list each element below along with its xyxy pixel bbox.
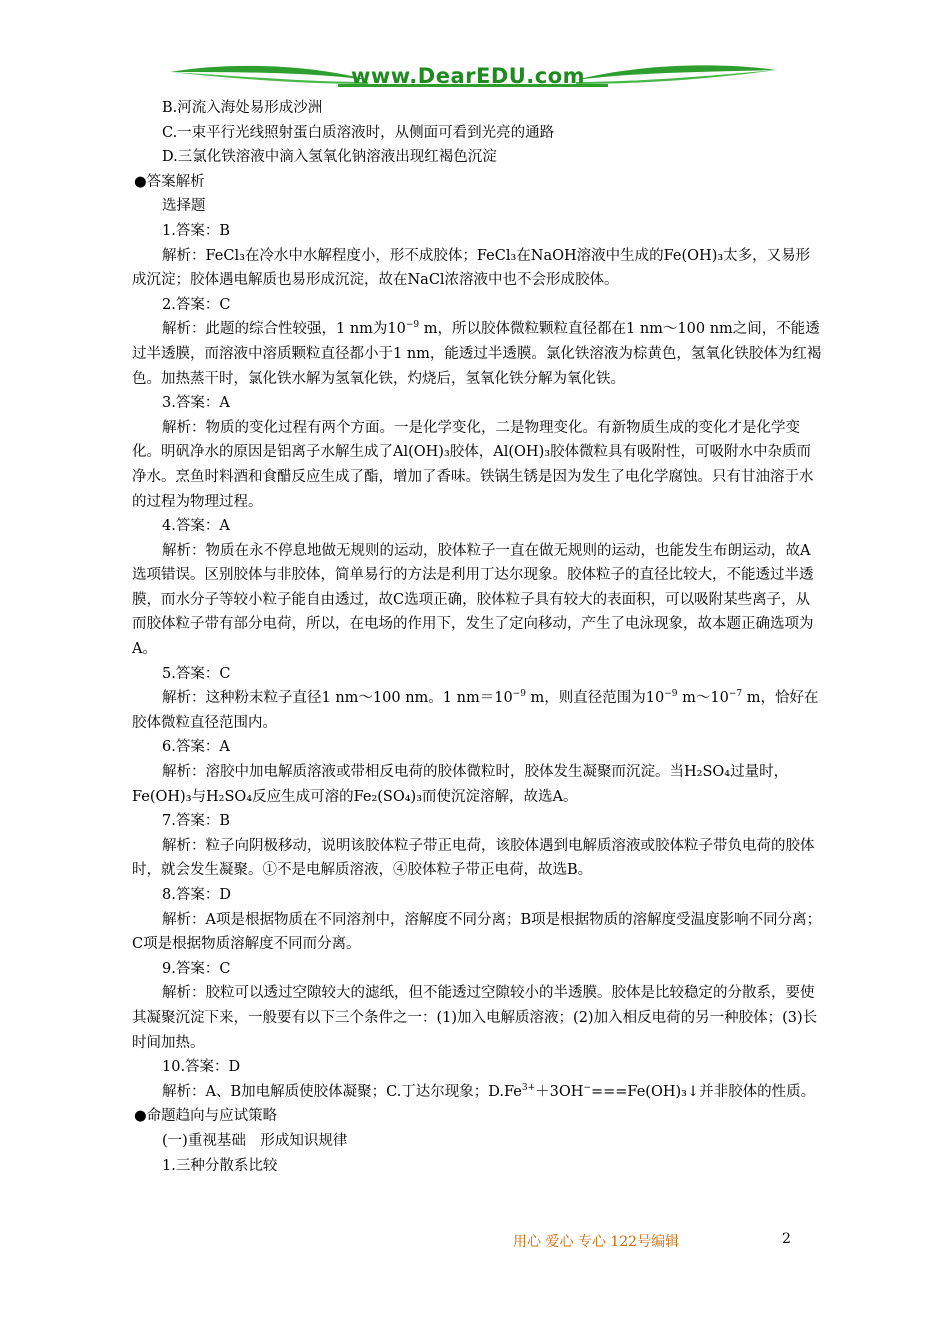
answer-1: 1.答案：B [162, 222, 230, 239]
answer-3: 3.答案：A [162, 395, 230, 412]
answer-2: 2.答案：C [162, 296, 231, 313]
answer-8: 8.答案：D [162, 887, 231, 903]
analysis-3: 解析：物质的变化过程有两个方面。一是化学变化，二是物理变化。有新物质生成的变化才是化学变化。明矾净水的原因是铝离子水解生成了Al(OH)₃胶体，Al(OH)₃胶体微粒具有吸附性，可吸附水中杂质而净水。烹鱼时料酒和食醋反应生成了酯，增加了香味。铁锅生锈是因为发生了电化学腐蚀。只有甘油溶于水的过程为物理过程。 [132, 419, 814, 510]
subheading-choice: 选择题 [162, 198, 206, 215]
option-b: B.河流入海处易形成沙洲 [162, 100, 323, 116]
analysis-10: 解析：A、B加电解质使胶体凝聚；C.丁达尔现象；$D.Fe^{3+}+3OH^-===Fe(OH)_3↓$并非胶体的性质。 [162, 1082, 816, 1100]
analysis-5: 解析：这种粉末粒子直径1 nm～100 nm。1 $nm=10^{-9}$ m，则直径范围为$10^{-9}$ $m\sim 10^{-7}$ m，恰好在胶体微粒直径范围内。 [132, 689, 819, 731]
analysis-9: 解析：胶粒可以透过空隙较大的滤纸，但不能透过空隙较小的半透膜。胶体是比较稳定的分散系，要使其凝聚沉淀下来，一般要有以下三个条件之一：(1)加入电解质溶液；(2)加入相反电荷的另一种胶体；(3)长时间加热。 [132, 985, 818, 1051]
analysis-7: 解析：粒子向阴极移动，说明该胶体粒子带正电荷，该胶体遇到电解质溶液或胶体粒子带负电荷的胶体时，就会发生凝聚。①不是电解质溶液，④胶体粒子带正电荷，故选B。 [132, 837, 815, 879]
analysis-6: 解析：溶胶中加电解质溶液或带相反电荷的胶体微粒时，胶体发生凝聚而沉淀。当H₂SO₄过量时，Fe(OH)₃与H₂SO₄反应生成可溶的Fe₂(SO₄)₃而使沉淀溶解，故选A。 [132, 764, 789, 805]
answer-4: 4.答案：A [162, 518, 230, 535]
subheading-basics: (一)重视基础 形成知识规律 [162, 1132, 348, 1149]
document-body [132, 96, 822, 1178]
footer-note: 用心 爱心 专心 122号编辑 [513, 1234, 680, 1250]
answer-5: 5.答案：C [162, 665, 231, 682]
analysis-4: 解析：物质在永不停息地做无规则的运动，胶体粒子一直在做无规则的运动，也能发生布朗运动，故A选项错误。区别胶体与非胶体，简单易行的方法是利用丁达尔现象。胶体粒子的直径比较大，不能透过半透膜，而水分子等较小粒子能自由透过，故C选项正确，胶体粒子具有较大的表面积，可以吸附某些离子，从而胶体粒子带有部分电荷，所以，在电场的作用下，发生了定向移动，产生了电泳现象，故本题正确选项为A。 [132, 542, 814, 658]
option-c: C.一束平行光线照射蛋白质溶液时，从侧面可看到光亮的通路 [162, 124, 555, 141]
section-heading-strategy: ●命题趋向与应试策略 [134, 1108, 278, 1125]
analysis-8: 解析：A项是根据物质在不同溶剂中，溶解度不同分离；B项是根据物质的溶解度受温度影响不同分离；C项是根据物质溶解度不同而分离。 [132, 911, 822, 953]
answer-9: 9.答案：C [162, 960, 231, 977]
answer-10: 10.答案：D [162, 1059, 241, 1076]
item-three-dispersions: 1.三种分散系比较 [162, 1157, 278, 1174]
analysis-2: 解析：此题的综合性较强，1 nm为$10^{-9}$ m，所以胶体微粒颗粒直径都在1 nm～100 nm之间，不能透过半透膜，而溶液中溶质颗粒直径都小于1 nm，能透过半透膜。氯化铁溶液为棕黄色，氢氧化铁胶体为红褐色。加热蒸干时，氯化铁水解为氢氧化铁，灼烧后，氢氧化铁分解为氧化铁。 [132, 320, 822, 387]
analysis-1: 解析：FeCl₃在冷水中水解程度小，形不成胶体；FeCl₃在NaOH溶液中生成的Fe(OH)₃太多，又易形成沉淀；胶体遇电解质也易形成沉淀，故在NaCl浓溶液中也不会形成胶体。 [132, 247, 811, 289]
answer-6: 6.答案：A [162, 739, 230, 756]
section-heading-answers: ●答案解析 [134, 173, 205, 190]
page-number: 2 [782, 1231, 791, 1247]
header-banner [168, 60, 778, 96]
option-d: D.三氯化铁溶液中滴入氢氧化钠溶液出现红褐色沉淀 [162, 149, 497, 166]
answer-7: 7.答案：B [162, 813, 230, 830]
site-brand: www.DearEDU.com [350, 64, 586, 88]
